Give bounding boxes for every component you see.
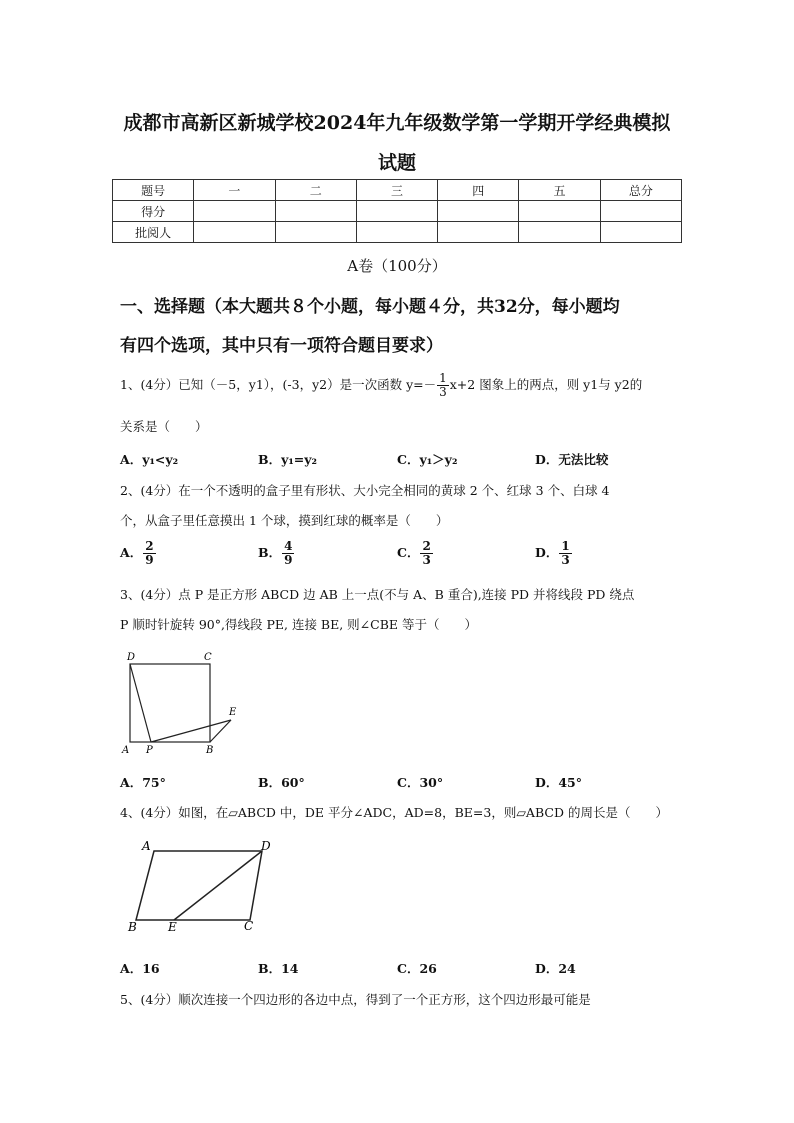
label-e: E	[168, 920, 177, 934]
q1-text: 1、(4分）已知（－5，y	[120, 377, 256, 392]
option-fraction	[420, 540, 432, 567]
fraction-numerator: 1	[439, 371, 447, 385]
question-3-line1: 3、(4分）点 P 是正方形 ABCD 边 AB 上一点(不与 A、B 重合),连接 PD 并将线段 PD 绕点	[120, 587, 635, 602]
label-c: C	[204, 652, 212, 663]
label-e: E	[229, 707, 237, 718]
fraction-numerator: 4	[284, 539, 293, 553]
label-p: P	[146, 745, 153, 756]
score-cell[interactable]	[194, 201, 275, 222]
fraction-numerator: 1	[561, 539, 570, 553]
q1-text: 1），(-3，y	[255, 377, 320, 392]
question-2-line1: 2、(4分）在一个不透明的盒子里有形状、大小完全相同的黄球 2 个、红球 3 个、白球 4	[120, 483, 610, 498]
score-cell[interactable]	[438, 201, 519, 222]
option-fraction	[559, 540, 571, 567]
score-table-header: 四	[438, 180, 519, 201]
score-row-label: 得分	[113, 201, 194, 222]
option-fraction	[143, 540, 155, 567]
q4-option-c[interactable]: C．26	[397, 961, 437, 976]
q2-option-c[interactable]	[397, 540, 434, 567]
score-table-header: 二	[275, 180, 356, 201]
volume-a-label: A卷（100分）	[347, 257, 447, 275]
q1-text: x+2 图象上的两点，则 y	[449, 377, 591, 392]
label-b: B	[128, 920, 137, 934]
q4-option-b[interactable]: B．14	[258, 961, 299, 976]
parallelogram-abcd	[136, 851, 262, 920]
label-a: A	[122, 745, 130, 756]
score-cell[interactable]	[438, 222, 519, 243]
fraction-denominator: 9	[284, 553, 293, 567]
q2-option-a[interactable]	[120, 540, 157, 567]
q1-option-b[interactable]: B．y₁=y₂	[258, 452, 318, 467]
score-cell[interactable]	[519, 201, 600, 222]
fraction-denominator: 3	[439, 385, 447, 399]
q3-option-b[interactable]: B．60°	[258, 775, 305, 790]
score-table-header-row	[113, 180, 682, 201]
section-heading-line2: 有四个选项，其中只有一项符合题目要求）	[120, 336, 443, 356]
score-cell[interactable]	[356, 222, 437, 243]
q1-option-a[interactable]: A．y₁<y₂	[120, 452, 179, 467]
question-1-line2: 关系是（ ）	[120, 419, 208, 434]
fraction-denominator: 3	[561, 553, 570, 567]
q3-option-d[interactable]: D．45°	[535, 775, 582, 790]
score-table	[112, 179, 682, 243]
q1-option-c[interactable]: C．y₁＞y₂	[397, 452, 458, 467]
score-cell[interactable]	[519, 222, 600, 243]
score-row-label: 批阅人	[113, 222, 194, 243]
question-1-line1	[120, 372, 680, 399]
option-letter: D．	[535, 545, 559, 560]
option-fraction	[282, 540, 294, 567]
option-letter: A．	[120, 545, 143, 560]
label-c: C	[244, 919, 254, 933]
option-letter: B．	[258, 545, 282, 560]
score-table-row	[113, 222, 682, 243]
label-b: B	[206, 745, 214, 756]
label-d: D	[261, 839, 271, 853]
q1-text: 2的	[621, 377, 643, 392]
score-cell[interactable]	[275, 222, 356, 243]
score-cell[interactable]	[600, 201, 681, 222]
score-table-row	[113, 201, 682, 222]
label-d: D	[127, 652, 136, 663]
label-a: A	[142, 839, 151, 853]
q1-fraction	[437, 372, 449, 399]
section-heading-line1: 一、选择题（本大题共８个小题，每小题４分，共32分，每小题均	[120, 297, 620, 317]
segment-de	[174, 851, 262, 920]
fraction-denominator: 3	[422, 553, 431, 567]
score-cell[interactable]	[275, 201, 356, 222]
exam-title-line1: 成都市高新区新城学校2024年九年级数学第一学期开学经典模拟	[123, 112, 671, 134]
question-2-line2: 个，从盒子里任意摸出 1 个球，摸到红球的概率是（ ）	[120, 513, 449, 528]
score-table-header: 题号	[113, 180, 194, 201]
q1-option-d[interactable]: D．无法比较	[535, 452, 609, 467]
option-letter: C．	[397, 545, 420, 560]
section-heading	[120, 288, 680, 366]
q3-option-a[interactable]: A．75°	[120, 775, 166, 790]
score-table-header: 一	[194, 180, 275, 201]
q3-square-figure	[118, 648, 248, 758]
square-abcd	[130, 664, 210, 742]
q2-option-b[interactable]	[258, 540, 295, 567]
score-cell[interactable]	[194, 222, 275, 243]
fraction-denominator: 9	[145, 553, 154, 567]
fraction-numerator: 2	[422, 539, 431, 553]
segment-pd	[130, 664, 151, 742]
score-cell[interactable]	[600, 222, 681, 243]
score-table-header: 五	[519, 180, 600, 201]
fraction-numerator: 2	[145, 539, 154, 553]
score-table-header: 三	[356, 180, 437, 201]
score-cell[interactable]	[356, 201, 437, 222]
q1-text: 2）是一次函数 y=－	[319, 377, 437, 392]
q4-parallelogram-figure	[122, 836, 282, 936]
question-5-line1: 5、(4分）顺次连接一个四边形的各边中点，得到了一个正方形，这个四边形最可能是	[120, 992, 591, 1007]
question-4-line1: 4、(4分）如图，在▱ABCD 中，DE 平分∠ADC，AD=8，BE=3，则▱ABCD 的周长是（ ）	[120, 805, 668, 820]
question-3-line2: P 顺时针旋转 90°,得线段 PE, 连接 BE, 则∠CBE 等于（ ）	[120, 617, 477, 632]
q4-option-d[interactable]: D．24	[535, 961, 576, 976]
q4-option-a[interactable]: A．16	[120, 961, 160, 976]
q1-text: 1与 y	[590, 377, 622, 392]
segment-pe	[151, 720, 231, 742]
exam-title-line2: 试题	[377, 152, 416, 174]
q3-option-c[interactable]: C．30°	[397, 775, 444, 790]
score-table-header: 总分	[600, 180, 681, 201]
q2-option-d[interactable]	[535, 540, 573, 567]
